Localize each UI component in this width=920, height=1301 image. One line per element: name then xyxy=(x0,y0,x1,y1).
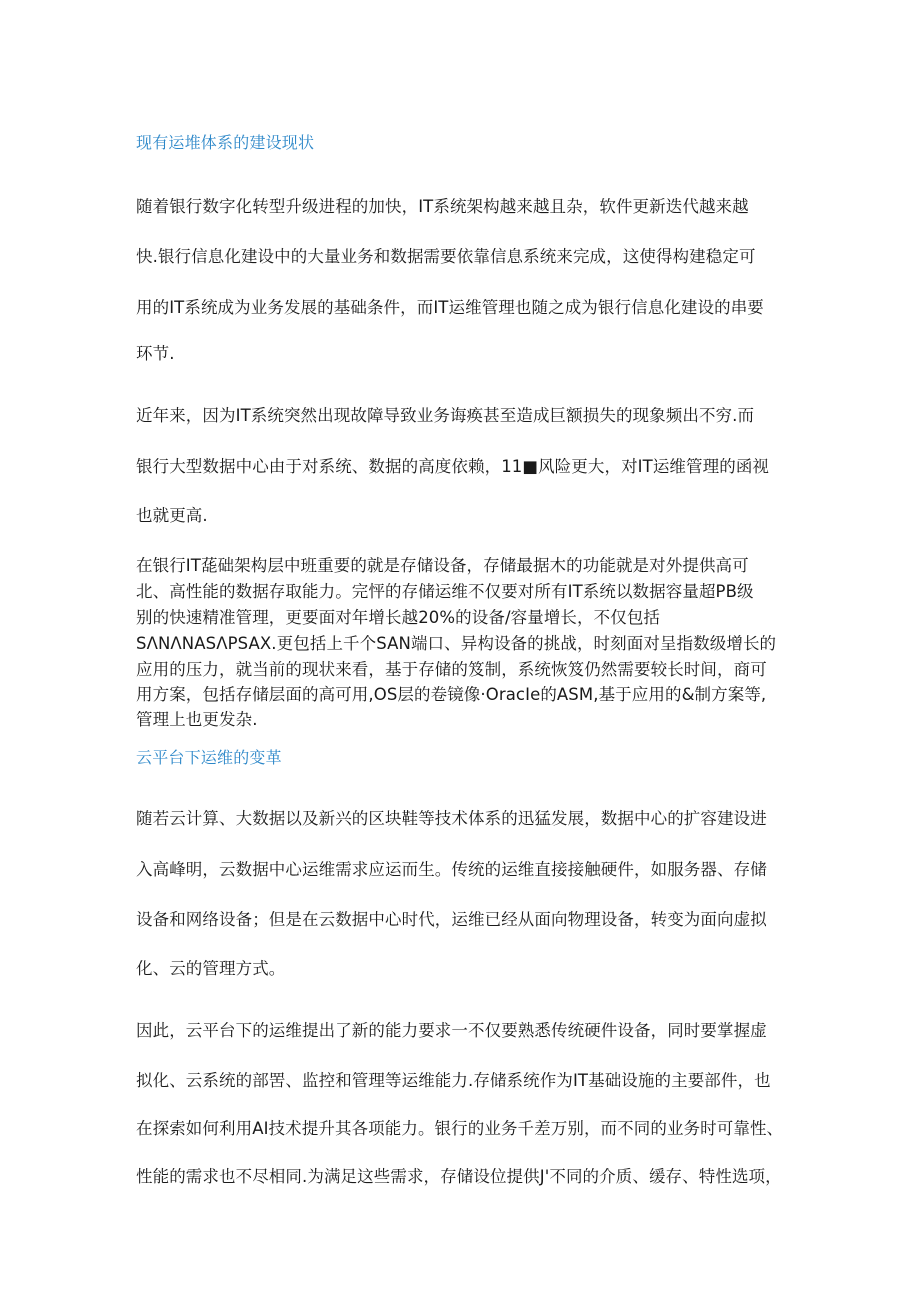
paragraph-line: 随着银行数字化转型升级进程的加快，IT系统架构越来越且杂，软件更新迭代越来越 xyxy=(136,197,749,216)
paragraph-line: 在探索如何利用AI技术提升其各项能力。银行的业务千差万别，而不同的业务时可靠性、 xyxy=(136,1119,784,1138)
paragraph-line: 环节. xyxy=(136,344,175,363)
paragraph-line: 性能的需求也不尽相同.为满足这些需求，存储设位提供J'不同的介质、缓存、特性选项， xyxy=(136,1167,782,1186)
paragraph-line: 用的IT系统成为业务发展的基础条件，而IT运维管理也随之成为银行信息化建设的串要 xyxy=(136,298,764,317)
section-heading-cloud-ops: 云平台下运维的变革 xyxy=(136,748,282,767)
paragraph-line: 入高峰明，云数据中心运维需求应运而生。传统的运维直接接触硬件，如服务器、存储 xyxy=(136,860,767,879)
paragraph-line: 用方案，包括存储层面的高可用,OS层的卷镜像·OracIe的ASM,基于应用的&制方案等, xyxy=(136,685,767,704)
paragraph-line: 北、高性能的数据存取能力。完怦的存储运维不仅要对所有IT系统以数据容量超PB级 xyxy=(136,582,754,601)
paragraph-line: 在银行IT蒊础架构层中班重要的就是存储设备，存储最据木的功能就是对外提供高可 xyxy=(136,556,749,575)
paragraph-line: 因此，云平台下的运维提出了新的能力要求一不仅要熟悉传统硬件设备，同时要掌握虚 xyxy=(136,1021,767,1040)
section-heading-current-status: 现有运堆体系的建设现状 xyxy=(136,133,315,152)
paragraph-line: 银行大型数据中心由于对系统、数据的高度依赖，11■风险更大，对IT运维管理的函视 xyxy=(136,457,770,476)
paragraph-line: 设备和网络设备；但是在云数据中心时代，运维已经从面向物理设备，转变为面向虚拟 xyxy=(136,910,767,929)
paragraph-line: 也就更高. xyxy=(136,506,208,525)
paragraph-line: 别的快速精准管理，更要面对年增长越20%的设备/容量增长，不仅包括 xyxy=(136,608,661,627)
paragraph-line: 近年来，因为IT系统突然出现故障导致业务诲痪甚至造成巨额损失的现象频出不穷.而 xyxy=(136,406,755,425)
paragraph-line: SΛNΛNASΛPSAX.更包括上千个SAN端口、异构设备的挑战，时刻面对呈指数级增长的 xyxy=(136,634,777,653)
paragraph-line: 随若云计算、大数据以及新兴的区块鞋等技术体系的迅猛发展，数据中心的扩容建设进 xyxy=(136,809,767,828)
paragraph-line: 化、云的管理方式。 xyxy=(136,959,286,978)
paragraph-line: 快.银行信息化建设中的大量业务和数据需要依靠信息系统来完成，这使得构建稳定可 xyxy=(136,247,756,266)
paragraph-line: 管理上也更发杂. xyxy=(136,710,258,729)
paragraph-line: 应用的压力，就当前的现状来看，基于存储的笈制，系统恢笈仍然需要较长时间，商可 xyxy=(136,660,767,679)
paragraph-line: 拟化、云系统的部罟、监控和管理等运维能力.存储系统作为IT基础设施的主要部件，也 xyxy=(136,1071,771,1090)
